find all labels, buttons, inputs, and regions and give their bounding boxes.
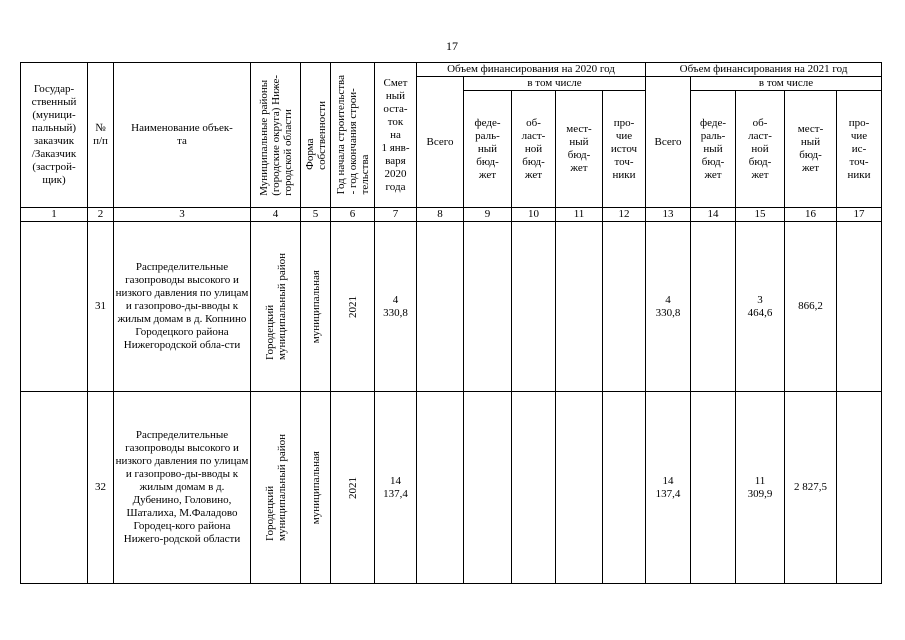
row-local-2021: 866,2 — [785, 222, 837, 392]
header-local-2020: мест- ный бюд- жет — [556, 91, 603, 208]
col-number: 10 — [512, 208, 556, 222]
col-number: 17 — [837, 208, 882, 222]
row-district-text: Городецкий муниципальный район — [263, 434, 288, 541]
col-number: 13 — [646, 208, 691, 222]
header-ownership-text: Форма собственности — [303, 100, 328, 170]
header-total-2020: Всего — [417, 77, 464, 208]
row-ownership — [301, 222, 331, 392]
col-number: 2 — [88, 208, 114, 222]
row-estimate: 4 330,8 — [375, 222, 417, 392]
row-local-2020 — [556, 222, 603, 392]
row-federal-2020 — [464, 222, 512, 392]
row-regional-2020 — [512, 392, 556, 584]
row-name: Распределительные газопроводы высокого и низкого давления по улицам и газопрово-ды-вводы к жилым домам в д. Дубенино, Головино, Шаталиха, М.Фаладово Городец-кого района Нижего-родской области — [114, 392, 251, 584]
col-number: 3 — [114, 208, 251, 222]
header-federal-2021: феде- раль- ный бюд- жет — [691, 91, 736, 208]
header-incl-2021: в том числе — [691, 77, 882, 91]
row-regional-2020 — [512, 222, 556, 392]
col-number: 6 — [331, 208, 375, 222]
header-local-2021: мест- ный бюд- жет — [785, 91, 837, 208]
col-number: 16 — [785, 208, 837, 222]
row-other-2020 — [603, 392, 646, 584]
header-other-2021: про- чие ис- точ- ники — [837, 91, 882, 208]
col-number: 7 — [375, 208, 417, 222]
col-number: 12 — [603, 208, 646, 222]
header-regional-2020: об- ласт- ной бюд- жет — [512, 91, 556, 208]
row-local-2020 — [556, 392, 603, 584]
col-number: 9 — [464, 208, 512, 222]
col-number: 1 — [21, 208, 88, 222]
row-federal-2021 — [691, 222, 736, 392]
row-customer — [21, 222, 88, 392]
row-total-2021: 14 137,4 — [646, 392, 691, 584]
row-district-text: Городецкий муниципальный район — [263, 253, 288, 360]
col-number: 4 — [251, 208, 301, 222]
row-num: 31 — [88, 222, 114, 392]
header-fin-2020: Объем финансирования на 2020 год — [417, 63, 646, 77]
col-number: 5 — [301, 208, 331, 222]
row-years — [331, 392, 375, 584]
header-total-2021: Всего — [646, 77, 691, 208]
row-regional-2021: 11 309,9 — [736, 392, 785, 584]
header-years-text: Год начала строительства - год окончания строи- тельства — [334, 75, 371, 195]
row-ownership — [301, 392, 331, 584]
table-row — [21, 392, 882, 584]
row-other-2021 — [837, 392, 882, 584]
row-name: Распределительные газопроводы высокого и низкого давления по улицам и газопрово-ды-вводы к жилым домам в д. Копнино Городецкого района Нижегородской обла-сти — [114, 222, 251, 392]
row-customer — [21, 392, 88, 584]
row-other-2020 — [603, 222, 646, 392]
row-total-2021: 4 330,8 — [646, 222, 691, 392]
col-number: 8 — [417, 208, 464, 222]
row-num: 32 — [88, 392, 114, 584]
row-federal-2021 — [691, 392, 736, 584]
col-number: 15 — [736, 208, 785, 222]
header-district — [251, 63, 301, 208]
header-federal-2020: феде- раль- ный бюд- жет — [464, 91, 512, 208]
column-number-row — [21, 208, 882, 222]
row-local-2021: 2 827,5 — [785, 392, 837, 584]
header-regional-2021: об- ласт- ной бюд- жет — [736, 91, 785, 208]
header-ownership — [301, 63, 331, 208]
header-name: Наименование объек- та — [114, 63, 251, 208]
row-regional-2021: 3 464,6 — [736, 222, 785, 392]
row-federal-2020 — [464, 392, 512, 584]
col-number: 14 — [691, 208, 736, 222]
table-row — [21, 222, 882, 392]
row-district — [251, 222, 301, 392]
row-ownership-text: муниципальная — [309, 450, 322, 525]
header-estimate: Смет ный оста- ток на 1 янв- варя 2020 года — [375, 63, 417, 208]
header-num: № п/п — [88, 63, 114, 208]
row-district — [251, 392, 301, 584]
header-district-text: Муниципальные районы (городские округа) Ниже- городской области — [257, 74, 294, 196]
header-years — [331, 63, 375, 208]
header-incl-2020: в том числе — [464, 77, 646, 91]
row-total-2020 — [417, 222, 464, 392]
row-years — [331, 222, 375, 392]
header-fin-2021: Объем финансирования на 2021 год — [646, 63, 882, 77]
header-customer: Государ- ственный (муници- пальный) заказчик /Заказчик (застрой- щик) — [21, 63, 88, 208]
col-number: 11 — [556, 208, 603, 222]
row-estimate: 14 137,4 — [375, 392, 417, 584]
row-years-text: 2021 — [346, 295, 359, 318]
investment-table — [20, 62, 882, 584]
header-other-2020: про- чие источ точ- ники — [603, 91, 646, 208]
row-total-2020 — [417, 392, 464, 584]
row-other-2021 — [837, 222, 882, 392]
row-years-text: 2021 — [346, 476, 359, 499]
page-number: 17 — [446, 39, 458, 53]
row-ownership-text: муниципальная — [309, 269, 322, 344]
